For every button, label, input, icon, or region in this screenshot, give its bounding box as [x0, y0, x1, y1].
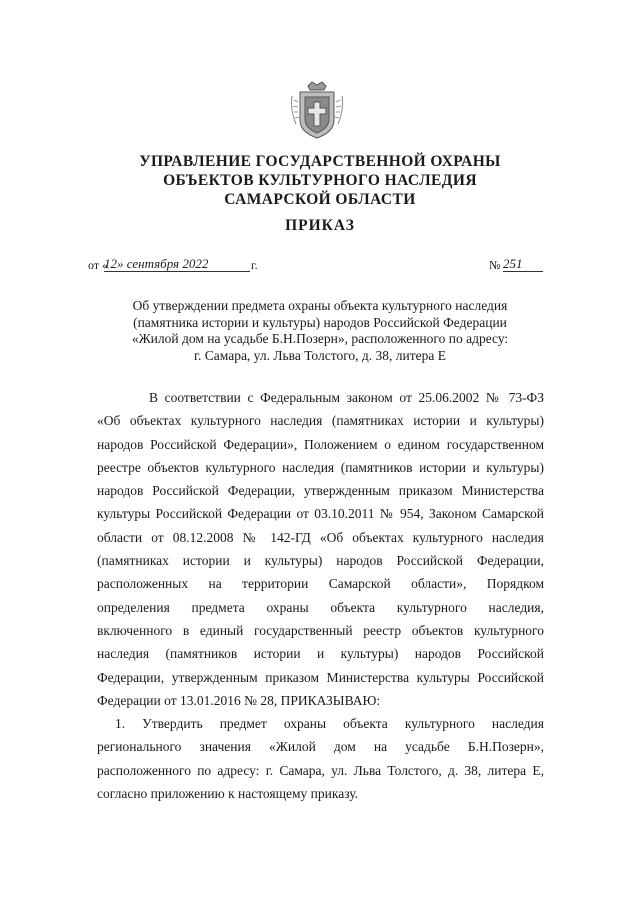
item-line: 1. Утвердить предмет охраны объекта культурного наследия: [115, 716, 544, 732]
number-handwritten: 251: [503, 256, 543, 272]
subject-line: «Жилой дом на усадьбе Б.Н.Позерн», расположенного по адресу:: [131, 331, 509, 346]
body-line: включенного в единый государственный реестр объектов культурного: [97, 622, 544, 638]
subject-line: г. Самара, ул. Льва Толстого, д. 38, литера Е: [193, 347, 446, 363]
body-line: (памятниках истории и культуры) народов Российской Федерации,: [97, 553, 544, 569]
order-number: [489, 256, 559, 276]
date-prefix: от «: [88, 258, 109, 272]
item-line: согласно приложению к настоящему приказу.: [97, 786, 359, 802]
subject-line: Об утверждении предмета охраны объекта культурного наследия: [132, 298, 508, 313]
body-line: В соответствии с Федеральным законом от 25.06.2002 № 73-ФЗ: [149, 390, 544, 405]
organization-name: [0, 152, 640, 209]
date-suffix: г.: [251, 258, 258, 272]
body-line: области от 08.12.2008 № 142-ГД «Об объектах культурного наследия: [97, 529, 544, 545]
body-line: реестре объектов культурного наследия (памятников истории и культуры): [97, 459, 544, 475]
body-line: Федерации, утвержденным приказом Министерства культуры Российской: [97, 669, 544, 685]
org-line-2: ОБЪЕКТОВ КУЛЬТУРНОГО НАСЛЕДИЯ: [163, 172, 477, 189]
body-line: народов Российской Федерации», Положением о едином государственном: [97, 436, 544, 452]
date-handwritten: 12» сентября 2022: [104, 256, 250, 272]
item-line: расположенного по адресу: г. Самара, ул. Льва Толстого, д. 38, литера Е,: [97, 762, 544, 778]
body-line: Федерации от 13.01.2016 № 28, ПРИКАЗЫВАЮ:: [97, 692, 381, 708]
coat-of-arms-icon: [288, 80, 346, 142]
org-line-3: САМАРСКОЙ ОБЛАСТИ: [224, 191, 416, 208]
order-subject: [100, 298, 540, 364]
document-type: ПРИКАЗ: [285, 217, 355, 234]
body-line: народов Российской Федерации, утвержденным приказом Министерства: [97, 483, 544, 499]
number-prefix: №: [489, 258, 501, 272]
item-line: регионального значения «Жилой дом на усадьбе Б.Н.Позерн»,: [97, 739, 544, 755]
subject-line: (памятника истории и культуры) народов Российской Федерации: [133, 314, 507, 330]
body-line: определения предмета охраны объекта культурного наследия,: [97, 599, 544, 615]
body-line: наследия (памятников истории и культуры) народов Российской: [97, 646, 544, 662]
org-line-1: УПРАВЛЕНИЕ ГОСУДАРСТВЕННОЙ ОХРАНЫ: [139, 153, 501, 170]
order-body: [97, 386, 544, 805]
body-line: расположенных на территории Самарской области», Порядком: [97, 576, 544, 592]
order-date: [88, 256, 268, 276]
body-line: «Об объектах культурного наследия (памятниках истории и культуры): [97, 413, 544, 429]
body-line: культуры Российской Федерации от 03.10.2011 № 954, Законом Самарской: [97, 506, 544, 522]
